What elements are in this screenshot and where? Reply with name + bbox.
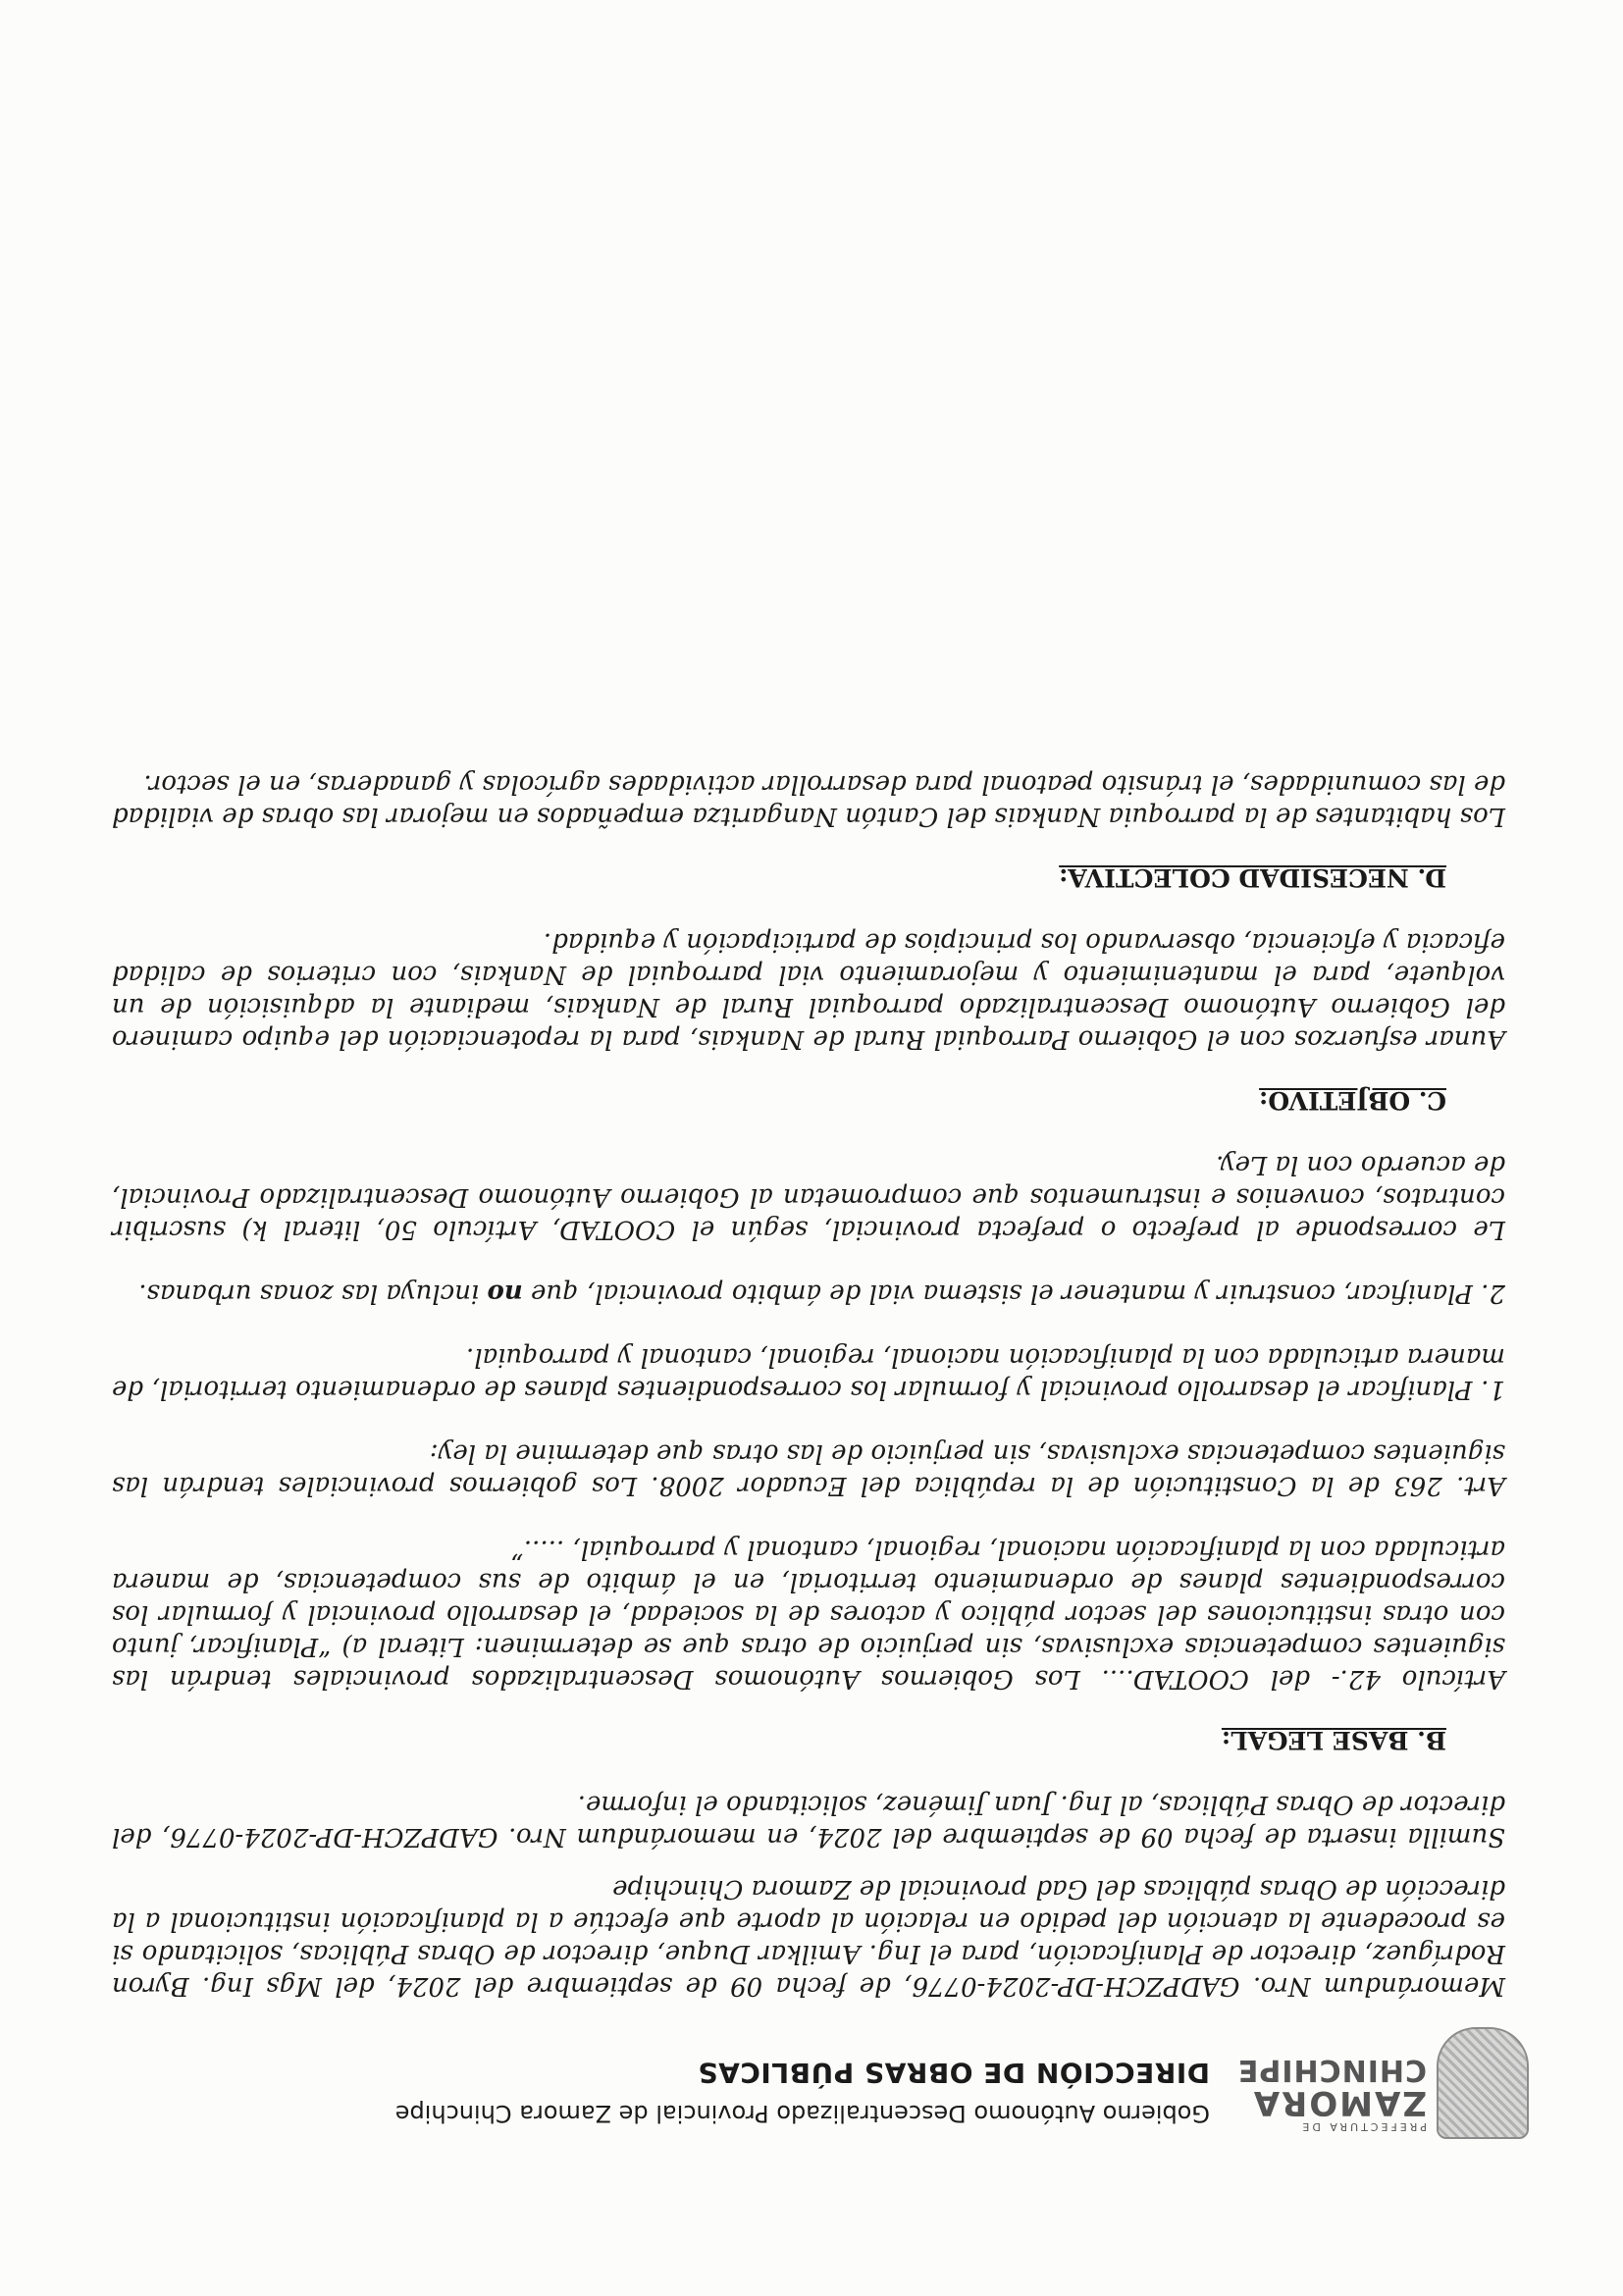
competence-item-2 (112, 1277, 1505, 1309)
logo-line-2: CHINCHIPE (1236, 2053, 1427, 2087)
letterhead-text (395, 2053, 1210, 2129)
department-name: DIRECCIÓN DE OBRAS PÚBLICAS (698, 2057, 1210, 2089)
document-body (112, 736, 1505, 2002)
objetivo-paragraph: Aunar esfuerzos con el Gobierno Parroquial Rural de Nankais, para la repotenciación del equipo caminero del Gobierno Autónomo Descentralizado parroquial Rural de Nankais, mediante la adquisición de un volquete, para el mantenimiento y mejoramiento vial parroquial de Nankais, con criterios de calidad eficacia y eficiencia, observando los principios de participación y equidad. (112, 927, 1505, 1054)
constitution-art263-paragraph: Art. 263 de la Constitución de la república del Ecuador 2008. Los gobiernos provinciales tendrán las siguientes competencias exclusivas, sin perjuicio de las otras que determine la ley: (112, 1438, 1505, 1500)
letterhead (77, 2021, 1529, 2139)
logo-small-text: PREFECTURA DE (1299, 2120, 1427, 2133)
cootad-art50-paragraph: Le corresponde al prefecto o prefecta provincial, según el COOTAD, Artículo 50, literal k) suscribir contratos, convenios e instrumentos que comprometan al Gobierno Autónomo Descentralizado Provincial, de acuerdo con la Ley. (112, 1150, 1505, 1244)
section-heading-base-legal: B. BASE LEGAL: (1221, 1726, 1446, 1754)
competence-item-1: 1. Planificar el desarrollo provincial y formular los correspondientes planes de ordenamiento territorial, de manera articulada con la planificación nacional, regional, cantonal y parroquial. (112, 1342, 1505, 1404)
necesidad-paragraph: Los habitantes de la parroquia Nankais del Cantón Nangaritza empeñados en mejorar las obras de vialidad de las comunidades, el tránsito peatonal para desarrollar actividades agrícolas y ganaderas, en el sector. (112, 769, 1505, 831)
item-2-text-end: incluya las zonas urbanas. (138, 1278, 488, 1308)
section-heading-necesidad: D. NECESIDAD COLECTIVA: (1059, 863, 1446, 892)
item-2-text-start: 2. Planificar, construir y mantener el sistema vial de ámbito provincial, que (522, 1278, 1505, 1308)
logo-line-1: ZAMORA (1251, 2083, 1427, 2122)
prefectura-logo (1236, 2053, 1427, 2133)
memo-paragraph: Memorándum Nro. GADPZCH-DP-2024-0776, de fecha 09 de septiembre del 2024, del Mgs Ing. Byron Rodríguez, director de Planificación, para el Ing. Amilkar Duque, director de Obras Públicas, solicitando si es procedente la atención del pedido en relación al aporte que efectúe a la planificación institucional a la dirección de Obras públicas del Gad provincial de Zamora Chinchipe (112, 1874, 1505, 2001)
sumilla-paragraph: Sumilla inserta de fecha 09 de septiembre del 2024, en memorándum Nro. GADPZCH-DP-2024-0776, del director de Obras Públicas, al Ing. Juan Jiménez, solicitando el informe. (112, 1790, 1505, 1852)
institution-name: Gobierno Autónomo Descentralizado Provincial de Zamora Chinchipe (394, 2100, 1210, 2127)
prefectura-seal-icon (1437, 2027, 1529, 2139)
item-2-bold-word: no (487, 1278, 523, 1308)
cootad-art42-paragraph: Artículo 42.- del COOTAD.... Los Gobiernos Autónomos Descentralizados provinciales tendrán las siguientes competencias exclusivas, sin perjuicio de otras que se determinen: Literal a) “Planificar, junto con otras instituciones del sector público y actores de la sociedad, el desarrollo provincial y formular los correspondientes planes de ordenamiento territorial, en el ámbito de sus competencias, de manera articulada con la planificación nacional, regional, cantonal y parroquial, .....” (112, 1535, 1505, 1694)
section-heading-objetivo: C. OBJETIVO: (1259, 1086, 1446, 1115)
